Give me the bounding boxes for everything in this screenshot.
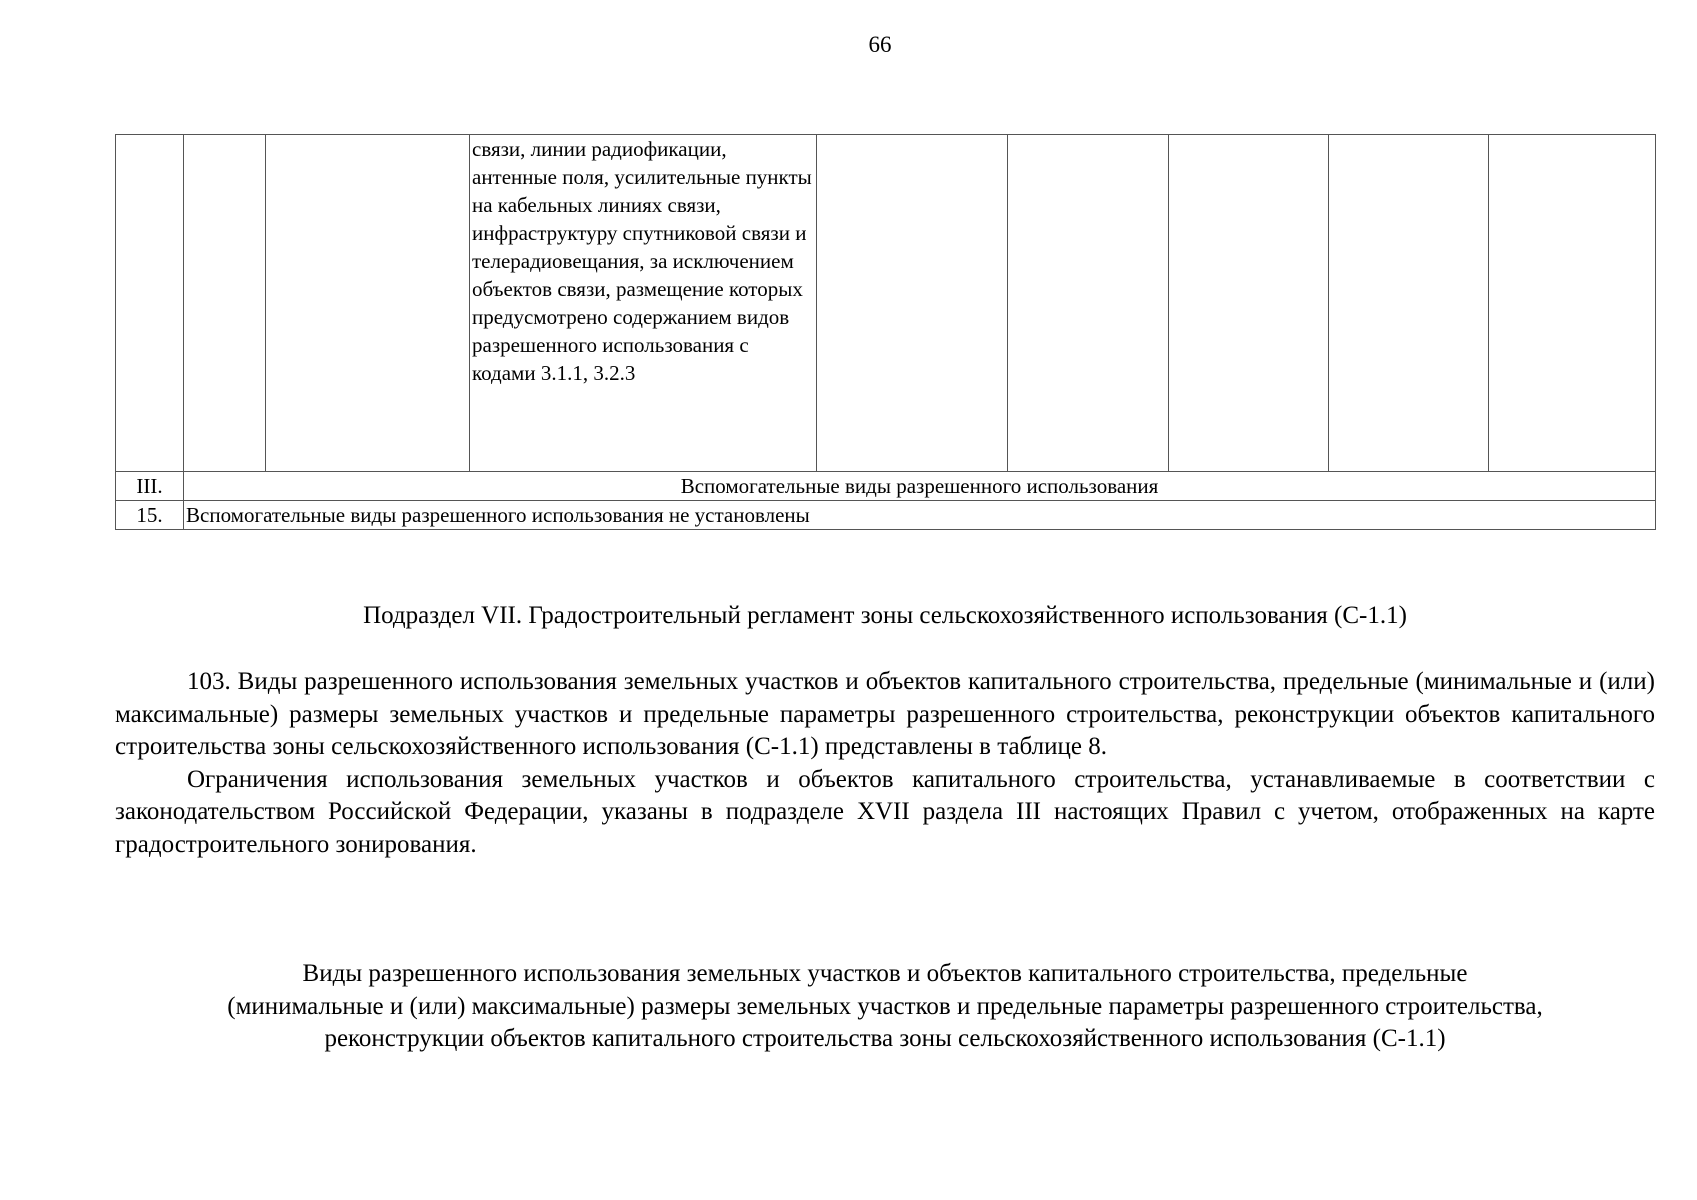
table-caption-line: реконструкции объектов капитального строительства зоны сельскохозяйственного использования (С-1.1) [324, 1025, 1446, 1052]
section-title-cell: Вспомогательные виды разрешенного использования [184, 472, 1656, 501]
regulation-table [115, 134, 1656, 530]
table-cell [1329, 135, 1489, 472]
item-number-cell: 15. [116, 501, 184, 530]
table-cell [266, 135, 470, 472]
continuation-text-cell: связи, линии радиофикации, антенные поля, усилительные пункты на кабельных линиях связи, инфраструктуру спутниковой связи и телерадиовещания, за исключением объектов связи, размещение которых предусмотрено содержанием видов разрешенного использования с кодами 3.1.1, 3.2.3 [470, 135, 817, 472]
table-row-section [116, 472, 1656, 501]
table-cell [817, 135, 1008, 472]
paragraph: Ограничения использования земельных участков и объектов капитального строительства, устанавливаемые в соответствии с законодательством Российской Федерации, указаны в подразделе XVII раздела III настоящих Правил с учетом, отображенных на карте градостроительного зонирования. [115, 765, 1655, 858]
table-cell [1008, 135, 1169, 472]
table-row-continuation [116, 135, 1656, 472]
body-text [115, 666, 1655, 861]
table-caption [115, 958, 1655, 1056]
table-cell [116, 135, 184, 472]
table-cell [184, 135, 266, 472]
table-caption-line: (минимальные и (или) максимальные) размеры земельных участков и предельные параметры разрешенного строительства, [227, 992, 1543, 1020]
table-row-item [116, 501, 1656, 530]
table-caption-line: Виды разрешенного использования земельных участков и объектов капитального строительства, предельные [302, 960, 1468, 987]
page-number: 66 [868, 32, 892, 57]
subsection-title: Подраздел VII. Градостроительный регламент зоны сельскохозяйственного использования (С-1.1) [363, 602, 1407, 629]
item-text-cell: Вспомогательные виды разрешенного использования не установлены [184, 501, 1656, 530]
table-cell [1489, 135, 1656, 472]
paragraph: 103. Виды разрешенного использования земельных участков и объектов капитального строительства, предельные (минимальные и (или) максимальные) размеры земельных участков и предельные параметры разрешенного строительства, реконструкции объектов капитального строительства зоны сельскохозяйственного использования (С-1.1) представлены в таблице 8. [115, 668, 1655, 760]
table-cell [1169, 135, 1329, 472]
section-number-cell: III. [116, 472, 184, 501]
